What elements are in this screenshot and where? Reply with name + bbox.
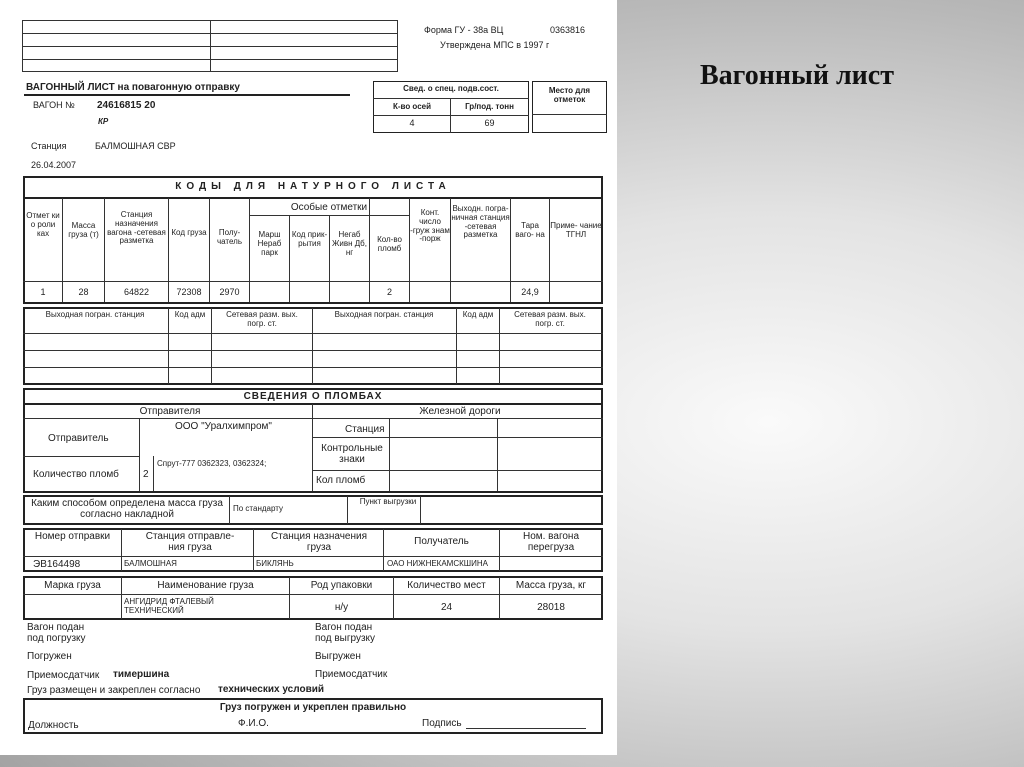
col-tare: Тара ваго- на xyxy=(515,221,545,239)
form-approved: Утверждена МПС в 1997 г xyxy=(440,40,550,50)
footer-wagon-unload: Вагон подан под выгрузку xyxy=(315,622,376,644)
cargo-v5: 28018 xyxy=(537,602,565,613)
cargo-v2: АНГИДРИД ФТАЛЕВЫЙ ТЕХНИЧЕСКИЙ xyxy=(124,597,214,615)
seals-sender-label: Отправитель xyxy=(48,433,109,444)
shipment-v4: ОАО НИЖНЕКАМСКШИНА xyxy=(387,559,488,568)
wagon-label: ВАГОН № xyxy=(33,100,75,110)
val-receiver: 2970 xyxy=(219,287,240,297)
axles-value: 4 xyxy=(409,118,415,128)
seals-numbers: Спрут-777 0362323, 0362324; xyxy=(157,459,267,468)
cargo-h2: Наименование груза xyxy=(157,580,254,591)
mass-question: Каким способом определена масса груза согласно накладной xyxy=(31,498,223,520)
shipment-v1: ЭВ164498 xyxy=(33,559,81,570)
form-name: Форма ГУ - 38а ВЦ xyxy=(424,25,504,35)
col-dest-station: Станция назначения вагона -сетевая разметка xyxy=(107,210,166,246)
border-col4: Выходная погран. станция xyxy=(334,310,434,319)
wagon-sub: КР xyxy=(98,117,109,126)
col-receiver: Полу- чатель xyxy=(216,228,243,246)
border-col5: Код адм xyxy=(462,310,494,319)
cargo-v4: 24 xyxy=(440,602,453,613)
cargo-h5: Масса груза, кг xyxy=(515,580,587,591)
val-seals-count: 2 xyxy=(386,287,392,297)
seals-control-label: Контрольные знаки xyxy=(321,443,383,465)
capacity-label: Гр/под. тонн xyxy=(465,102,514,111)
border-col1: Выходная погран. станция xyxy=(45,310,145,319)
footer-cargo-placed-value: технических условий xyxy=(218,684,325,695)
footer-loaded: Погружен xyxy=(27,651,72,662)
footer-fio: Ф.И.О. xyxy=(238,718,269,729)
seals-title: СВЕДЕНИЯ О ПЛОМБАХ xyxy=(243,391,383,402)
col-cover-code: Код прик- рытия xyxy=(291,230,328,248)
seals-sender-value: ООО "Уралхимпром" xyxy=(175,421,272,432)
slide-title: Вагонный лист xyxy=(700,60,894,91)
border-col2: Код адм xyxy=(174,310,206,319)
footer-receiver1-label: Приемосдатчик xyxy=(27,670,100,681)
cargo-h1: Марка груза xyxy=(44,580,101,591)
col-seals-count: Кол-во пломб xyxy=(377,235,402,253)
col-container: Конт. число -груж знам -порж xyxy=(410,208,450,244)
footer-receiver1-value: тимершина xyxy=(113,669,170,680)
footer-cargo-placed: Груз размещен и закреплен согласно xyxy=(27,685,201,696)
shipment-v3: БИКЛЯНЬ xyxy=(256,559,294,568)
seals-railway-header: Железной дороги xyxy=(419,406,501,417)
shipment-h2: Станция отправле- ния груза xyxy=(145,531,235,553)
unload-point-label: Пункт выгрузки xyxy=(359,497,417,506)
col-border-station: Выходн. погра- ничная станция -сетевая разметка xyxy=(451,204,510,240)
mass-answer: По стандарту xyxy=(233,504,284,513)
shipment-v2: БАЛМОШНАЯ xyxy=(124,559,177,568)
seals-seal-count-label: Кол пломб xyxy=(316,475,366,486)
shipment-h4: Получатель xyxy=(414,536,469,547)
col-oversize: Негаб Живн Дб, нг xyxy=(332,230,367,257)
footer-unloaded: Выгружен xyxy=(315,651,361,662)
codes-title: КОДЫ ДЛЯ НАТУРНОГО ЛИСТА xyxy=(175,181,451,192)
border-col3: Сетевая разм. вых. погр. ст. xyxy=(226,310,298,328)
footer-loaded-correct: Груз погружен и укреплен правильно xyxy=(219,702,407,713)
border-col6: Сетевая разм. вых. погр. ст. xyxy=(514,310,586,328)
seals-count-label: Количество пломб xyxy=(33,469,119,480)
marks-place-label: Место для отметок xyxy=(548,86,591,104)
axles-label: К-во осей xyxy=(392,102,432,111)
val-dest-station: 64822 xyxy=(123,287,150,297)
seals-count-value: 2 xyxy=(143,469,149,480)
footer-wagon-load: Вагон подан под погрузку xyxy=(27,622,86,644)
val-cargo-code: 72308 xyxy=(176,287,202,297)
shipment-h1: Номер отправки xyxy=(34,531,111,542)
val-mass: 28 xyxy=(78,287,89,297)
col-cargo-code: Код груза xyxy=(171,228,207,237)
wagon-number: 24616815 20 xyxy=(97,100,156,111)
station-value: БАЛМОШНАЯ СВР xyxy=(95,141,176,151)
spec-header: Свед. о спец. подв.сост. xyxy=(403,84,499,93)
document-title: ВАГОННЫЙ ЛИСТ на повагонную отправку xyxy=(26,82,240,93)
capacity-value: 69 xyxy=(484,118,495,128)
document-date: 26.04.2007 xyxy=(31,160,77,170)
col-note: Приме- чание ТГНЛ xyxy=(550,221,602,239)
shipment-h5: Ном. вагона перегруза xyxy=(522,531,580,553)
val-marks: 1 xyxy=(40,287,46,297)
cargo-v3: н/у xyxy=(334,602,349,613)
form-number: 0363816 xyxy=(550,25,586,35)
footer-signature: Подпись xyxy=(422,718,462,729)
seals-sender-header: Отправителя xyxy=(139,406,201,417)
footer-receiver2-label: Приемосдатчик xyxy=(315,669,388,680)
shipment-h3: Станция назначения груза xyxy=(271,531,367,553)
col-route: Марш Нераб парк xyxy=(257,230,282,257)
footer-position: Должность xyxy=(28,720,79,731)
special-marks-header: Особые отметки xyxy=(290,202,368,213)
cargo-h4: Количество мест xyxy=(407,580,486,591)
val-tare: 24,9 xyxy=(521,287,539,297)
cargo-h3: Род упаковки xyxy=(310,580,373,591)
col-mass: Масса груза (т) xyxy=(68,221,99,239)
station-label: Станция xyxy=(31,141,67,151)
seals-station-label: Станция xyxy=(345,424,385,435)
col-marks: Отмет ки о роли ках xyxy=(26,211,60,238)
